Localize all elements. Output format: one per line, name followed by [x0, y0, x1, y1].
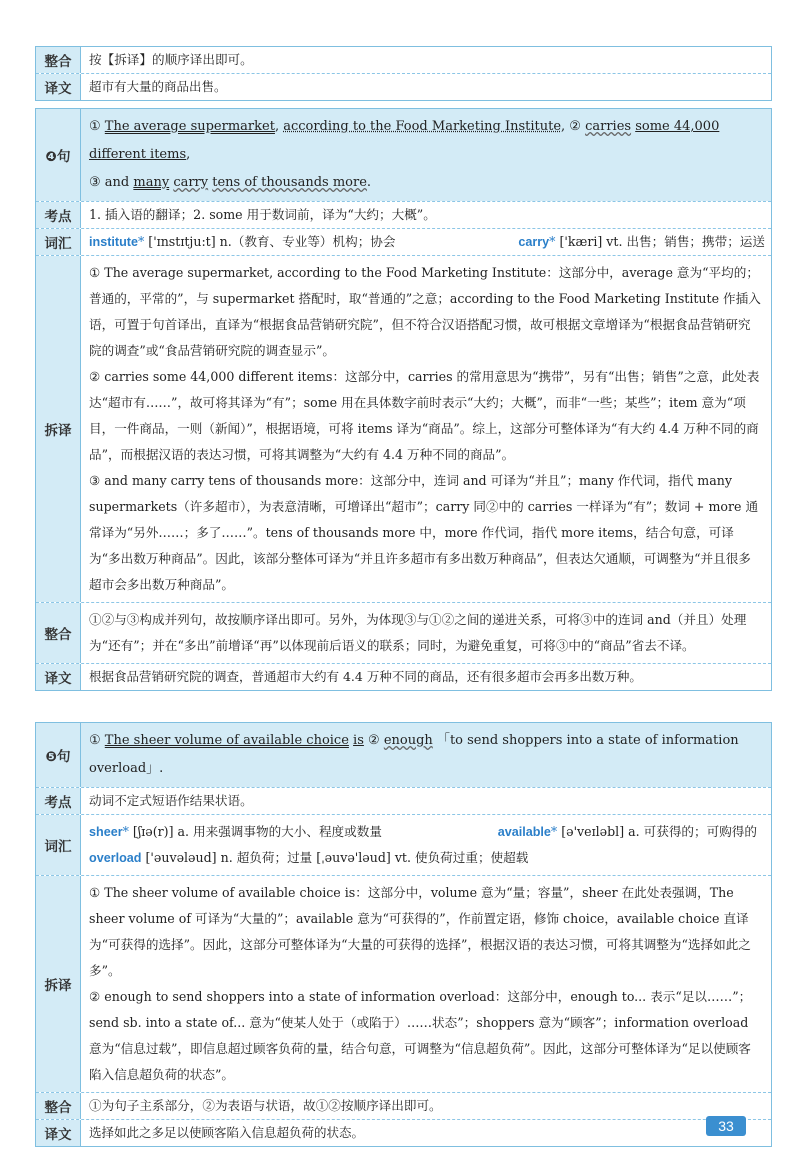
- vocab-item: carry* ['kæri] vt. 出售；销售；携带；运送: [518, 234, 765, 249]
- zhenghe-text: ①②与③构成并列句，故按顺序译出即可。另外，为体现③与①②之间的递进关系，可将③中的连词 and（并且）处理为“还有”；并在“多出”前增译“再”以体现前后语义的联系；同时，为避免重复，可将③中的“商品”省去不译。: [89, 612, 747, 653]
- label-yiwen: 译文: [36, 664, 81, 690]
- label-chaiyi: 拆译: [36, 256, 81, 602]
- kaodian-text: 动词不定式短语作结果状语。: [89, 793, 253, 808]
- kaodian-text: 1. 插入语的翻译；2. some 用于数词前，译为“大约；大概”。: [89, 207, 436, 222]
- vocab-list: [81, 815, 771, 875]
- zhenghe-text: 按【拆译】的顺序译出即可。: [89, 52, 253, 67]
- label-kaodian: 考点: [36, 788, 81, 814]
- label-vocab: 词汇: [36, 815, 81, 875]
- page-number: 33: [706, 1116, 746, 1136]
- sentence-label: ❹句: [36, 109, 81, 201]
- yiwen-text: 选择如此之多足以使顾客陷入信息超负荷的状态。: [89, 1125, 365, 1140]
- label-vocab: 词汇: [36, 229, 81, 255]
- vocab-list: [81, 229, 771, 255]
- label-kaodian: 考点: [36, 202, 81, 228]
- block-sentence-5: [35, 722, 772, 1147]
- label-yiwen: 译文: [36, 1120, 81, 1146]
- label-zhenghe: 整合: [36, 603, 81, 663]
- label-zhenghe: 整合: [36, 1093, 81, 1119]
- label-yiwen: 译文: [36, 74, 81, 100]
- chaiyi-text: ① The sheer volume of available choice is：这部分中，volume 意为“量；容量”，sheer 在此处表强调，The sheer volume of 可译为“大量的”；available 意为“可获得的”，作前置定语，修饰 choice，available choice 直译为“可获得的选择”。因此，这部分可整体译为“大量的可获得的选择”，根据汉语的表达习惯，可将其调整为“选择如此之多”。 ② enough to send shoppers into a state of information overload：这部分中，enough to... 表示“足以……”；send sb. into a state of... 意为“使某人处于（或陷于）……状态”；shoppers 意为“顾客”；information overload 意为“信息过载”，即信息超过顾客负荷的量，结合句意，可调整为“信息超负荷”。因此，这部分可整体译为“足以使顾客陷入信息超负荷的状态”。: [89, 885, 752, 1082]
- block-sentence-3-tail: [35, 46, 772, 101]
- label-zhenghe: 整合: [36, 47, 81, 73]
- yiwen-text: 根据食品营销研究院的调查，普通超市大约有 4.4 万种不同的商品，还有很多超市会再多出数万种。: [89, 669, 642, 684]
- sentence-text: ① The average supermarket, according to the Food Marketing Institute, ② carries some 44,000 different items, ③ and many carry tens of thousands more.: [81, 109, 771, 201]
- chaiyi-text: ① The average supermarket, according to the Food Marketing Institute：这部分中，average 意为“平均的；普通的，平常的”，与 supermarket 搭配时，取“普通的”之意；according to the Food Marketing Institute 作插入语，可置于句首译出，直译为“根据食品营销研究院”，但不符合汉语搭配习惯，故可根据文章增译为“根据食品营销研究院的调查”或“食品营销研究院的调查显示”。 ② carries some 44,000 different items：这部分中，carries 的常用意思为“携带”，另有“出售；销售”之意，此处表达“超市有……”，故可将其译为“有”；some 用在具体数字前时表示“大约；大概”，而非“一些；某些”；item 意为“项目，一件商品，一则（新闻）”，根据语境，可将 items 译为“商品”。综上，这部分可整体译为“有大约 4.4 万种不同的商品”，而根据汉语的表达习惯，可将其调整为“大约有 4.4 万种不同的商品”。 ③ and many carry tens of thousands more：这部分中，连词 and 可译为“并且”；many 作代词，指代 many supermarkets（许多超市），为表意清晰，可增译出“超市”；carry 同②中的 carries 一样译为“有”；数词 + more 通常译为“另外……；多了……”。tens of thousands more 中，more 作代词，指代 more items，结合句意，可译为“多出数万种商品”。因此，该部分整体可译为“并且许多超市有多出数万种商品”，但表达欠通顺，可调整为“并且很多超市会多出数万种商品”。: [89, 265, 761, 592]
- sentence-text: ① The sheer volume of available choice is ② enough 「to send shoppers into a state of information overload」.: [81, 723, 771, 787]
- vocab-item: sheer* [ʃɪə(r)] a. 用来强调事物的大小、程度或数量: [89, 824, 382, 839]
- block-sentence-4: [35, 108, 772, 691]
- zhenghe-text: ①为句子主系部分，②为表语与状语，故①②按顺序译出即可。: [89, 1098, 442, 1113]
- yiwen-text: 超市有大量的商品出售。: [89, 79, 227, 94]
- vocab-item: overload ['əuvələud] n. 超负荷；过量 [ˌəuvə'ləud] vt. 使负荷过重；使超载: [89, 850, 529, 865]
- label-chaiyi: 拆译: [36, 876, 81, 1092]
- vocab-item: available* [ə'veɪləbl] a. 可获得的；可购得的: [497, 824, 757, 839]
- sentence-label: ❺句: [36, 723, 81, 787]
- vocab-item: institute* ['ɪnstɪtju:t] n.（教育、专业等）机构；协会: [89, 234, 396, 249]
